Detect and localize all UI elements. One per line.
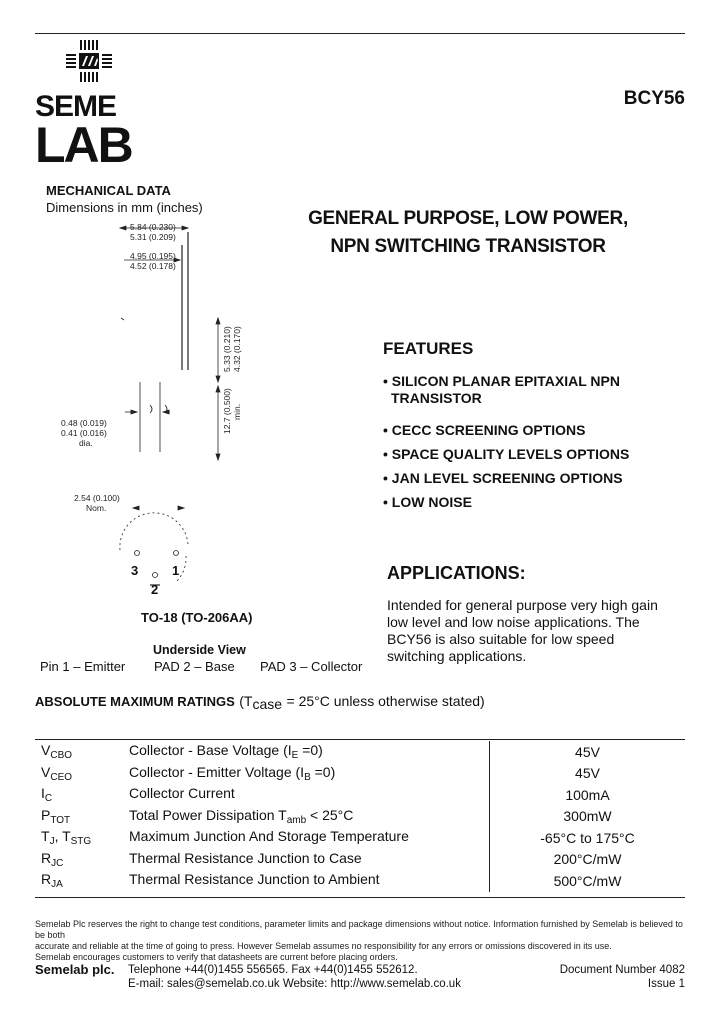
package-name: TO-18 (TO-206AA): [141, 610, 253, 625]
dim-c-line-2: 4.32 (0.170): [232, 326, 242, 372]
dim-f-line-1: 2.54 (0.100): [74, 493, 120, 503]
symbol-main: V: [41, 763, 51, 780]
rating-value: -65°C to 175°C: [490, 827, 686, 849]
rating-symbol: [35, 784, 129, 806]
rating-value: 300mW: [490, 806, 686, 828]
pin-1-description: Pin 1 – Emitter: [40, 659, 126, 674]
symbol-sub: JC: [51, 857, 64, 869]
pin-2-description: PAD 2 – Base: [154, 659, 235, 674]
symbol-main: T: [41, 828, 50, 845]
dim-d-line-2: min.: [232, 403, 242, 420]
rating-value: 45V: [490, 763, 686, 785]
description-end: =0): [298, 742, 323, 759]
applications-heading: APPLICATIONS:: [387, 563, 526, 583]
table-row: [35, 849, 685, 871]
applications-line-4: switching applications.: [387, 648, 527, 664]
title-line-1: GENERAL PURPOSE, LOW POWER,: [308, 208, 628, 229]
rating-symbol: [35, 870, 129, 892]
dim-d-line-1: 12.7 (0.500): [222, 388, 232, 434]
rating-symbol: [35, 741, 129, 763]
rating-description: [129, 870, 490, 892]
table-row: [35, 784, 685, 806]
dim-b: [130, 251, 176, 271]
pin-label-2: 2: [151, 582, 159, 597]
ratings-heading-sub: case: [252, 696, 283, 712]
rating-description: [129, 806, 490, 828]
applications-line-3: BCY56 is also suitable for low speed: [387, 631, 615, 647]
description-sub: B: [304, 771, 311, 783]
ratings-table: [35, 741, 685, 892]
dim-e-line-3: dia.: [79, 438, 93, 448]
table-row: [35, 827, 685, 849]
dim-b-line-2: 4.52 (0.178): [130, 261, 176, 271]
features-heading: FEATURES: [383, 339, 474, 358]
part-number: BCY56: [623, 88, 685, 109]
footer-issue: Issue 1: [647, 978, 685, 990]
description-text: Collector - Base Voltage (I: [129, 742, 292, 759]
feature-item-2: • CECC SCREENING OPTIONS: [383, 422, 586, 438]
rating-symbol: [35, 806, 129, 828]
feature-item-1: • SILICON PLANAR EPITAXIAL NPN: [383, 373, 620, 389]
feature-item-1-cont: TRANSISTOR: [391, 390, 482, 406]
feature-item-5: • LOW NOISE: [383, 494, 472, 510]
logo-mark-icon: [62, 38, 122, 90]
rating-description: [129, 849, 490, 871]
pin-label-3: 3: [131, 563, 139, 578]
description-text: Maximum Junction And Storage Temperature: [129, 828, 409, 845]
ratings-heading: [35, 693, 485, 712]
feature-item-4: • JAN LEVEL SCREENING OPTIONS: [383, 470, 623, 486]
symbol-sub: CEO: [50, 771, 73, 783]
symbol-sub-2: STG: [70, 836, 92, 848]
applications-line-1: Intended for general purpose very high gain: [387, 597, 658, 613]
symbol-sub: JA: [51, 879, 63, 891]
pin-3-description: PAD 3 – Collector: [260, 659, 363, 674]
ratings-heading-rest: = 25°C unless otherwise stated): [286, 693, 485, 709]
rating-value: 500°C/mW: [490, 870, 686, 892]
logo-seme-text: SEME: [35, 90, 117, 123]
dimensions-subheading: Dimensions in mm (inches): [46, 200, 203, 215]
rating-value: 200°C/mW: [490, 849, 686, 871]
dim-e: [61, 418, 107, 448]
table-row: [35, 870, 685, 892]
description-end: < 25°C: [306, 806, 354, 823]
top-rule: [35, 33, 685, 34]
symbol-main: R: [41, 849, 52, 866]
dim-f-line-2: Nom.: [86, 503, 107, 513]
rating-symbol: [35, 849, 129, 871]
rating-symbol: [35, 763, 129, 785]
table-row: [35, 763, 685, 785]
dim-a-line-2: 5.31 (0.209): [130, 232, 176, 242]
symbol-main: R: [41, 871, 52, 888]
symbol-sub: CBO: [50, 750, 73, 762]
symbol-main: I: [41, 785, 45, 802]
ratings-heading-bold: ABSOLUTE MAXIMUM RATINGS: [35, 694, 235, 709]
table-row: [35, 806, 685, 828]
footer-disclaimer: [35, 919, 695, 963]
rating-description: [129, 784, 490, 806]
rating-symbol: [35, 827, 129, 849]
disclaimer-line-2: accurate and reliable at the time of going to press. However Semelab assumes no responsibility for any errors or omissions discovered in its use.: [35, 941, 612, 951]
rating-description: [129, 827, 490, 849]
symbol-main: V: [41, 742, 51, 759]
feature-item-3: • SPACE QUALITY LEVELS OPTIONS: [383, 446, 630, 462]
description-text: Collector - Emitter Voltage (I: [129, 763, 305, 780]
description-text: Collector Current: [129, 785, 235, 802]
dim-e-line-1: 0.48 (0.019): [61, 418, 107, 428]
symbol-sub: C: [44, 793, 53, 805]
ratings-rule-bottom: [35, 897, 685, 898]
rating-description: [129, 741, 490, 763]
symbol-main-2: , T: [54, 828, 71, 845]
footer-company: Semelab plc.: [35, 962, 115, 977]
dim-a-line-1: 5.84 (0.230): [130, 222, 176, 232]
disclaimer-line-3: Semelab encourages customers to verify that datasheets are current before placing orders.: [35, 952, 398, 962]
title-line-2: NPN SWITCHING TRANSISTOR: [330, 236, 606, 257]
dim-c-line-1: 5.33 (0.210): [222, 326, 232, 372]
dim-e-line-2: 0.41 (0.016): [61, 428, 107, 438]
disclaimer-line-1: Semelab Plc reserves the right to change test conditions, parameter limits and package dimensions without notice. Information furnished by Semelab is believed to be both: [35, 919, 683, 940]
dim-f: [74, 493, 120, 513]
dim-d: [222, 388, 242, 434]
rating-description: [129, 763, 490, 785]
underside-view-label: Underside View: [153, 643, 246, 657]
footer-email-link[interactable]: E-mail: sales@semelab.co.uk Website: http://www.semelab.co.uk: [128, 978, 461, 990]
footer-document-number: Document Number 4082: [559, 964, 685, 976]
applications-line-2: low level and low noise applications. The: [387, 614, 640, 630]
footer-phone: Telephone +44(0)1455 556565. Fax +44(0)1455 552612.: [128, 964, 418, 976]
package-drawing: [0, 215, 260, 615]
dim-c: [222, 326, 242, 372]
table-row: [35, 741, 685, 763]
rating-value: 45V: [490, 741, 686, 763]
device-title: [258, 205, 678, 261]
rating-value: 100mA: [490, 784, 686, 806]
applications-text: [387, 597, 658, 665]
dim-a: [130, 222, 176, 242]
description-text: Thermal Resistance Junction to Case: [129, 849, 362, 866]
mechanical-data-heading: MECHANICAL DATA: [46, 183, 171, 198]
symbol-sub: TOT: [50, 814, 71, 826]
semelab-logo: [35, 38, 150, 173]
description-sub: E: [291, 750, 299, 762]
dim-b-line-1: 4.95 (0.195): [130, 251, 176, 261]
symbol-main: P: [41, 806, 51, 823]
symbol-sub: J: [49, 836, 55, 848]
ratings-rule-top: [35, 739, 685, 740]
logo-lab-text: LAB: [35, 117, 132, 173]
description-text: Total Power Dissipation T: [129, 806, 287, 823]
description-end: =0): [310, 763, 336, 780]
description-sub: amb: [286, 814, 307, 826]
ratings-heading-open: (T: [239, 693, 253, 709]
description-text: Thermal Resistance Junction to Ambient: [129, 871, 380, 888]
pin-label-1: 1: [172, 563, 180, 578]
